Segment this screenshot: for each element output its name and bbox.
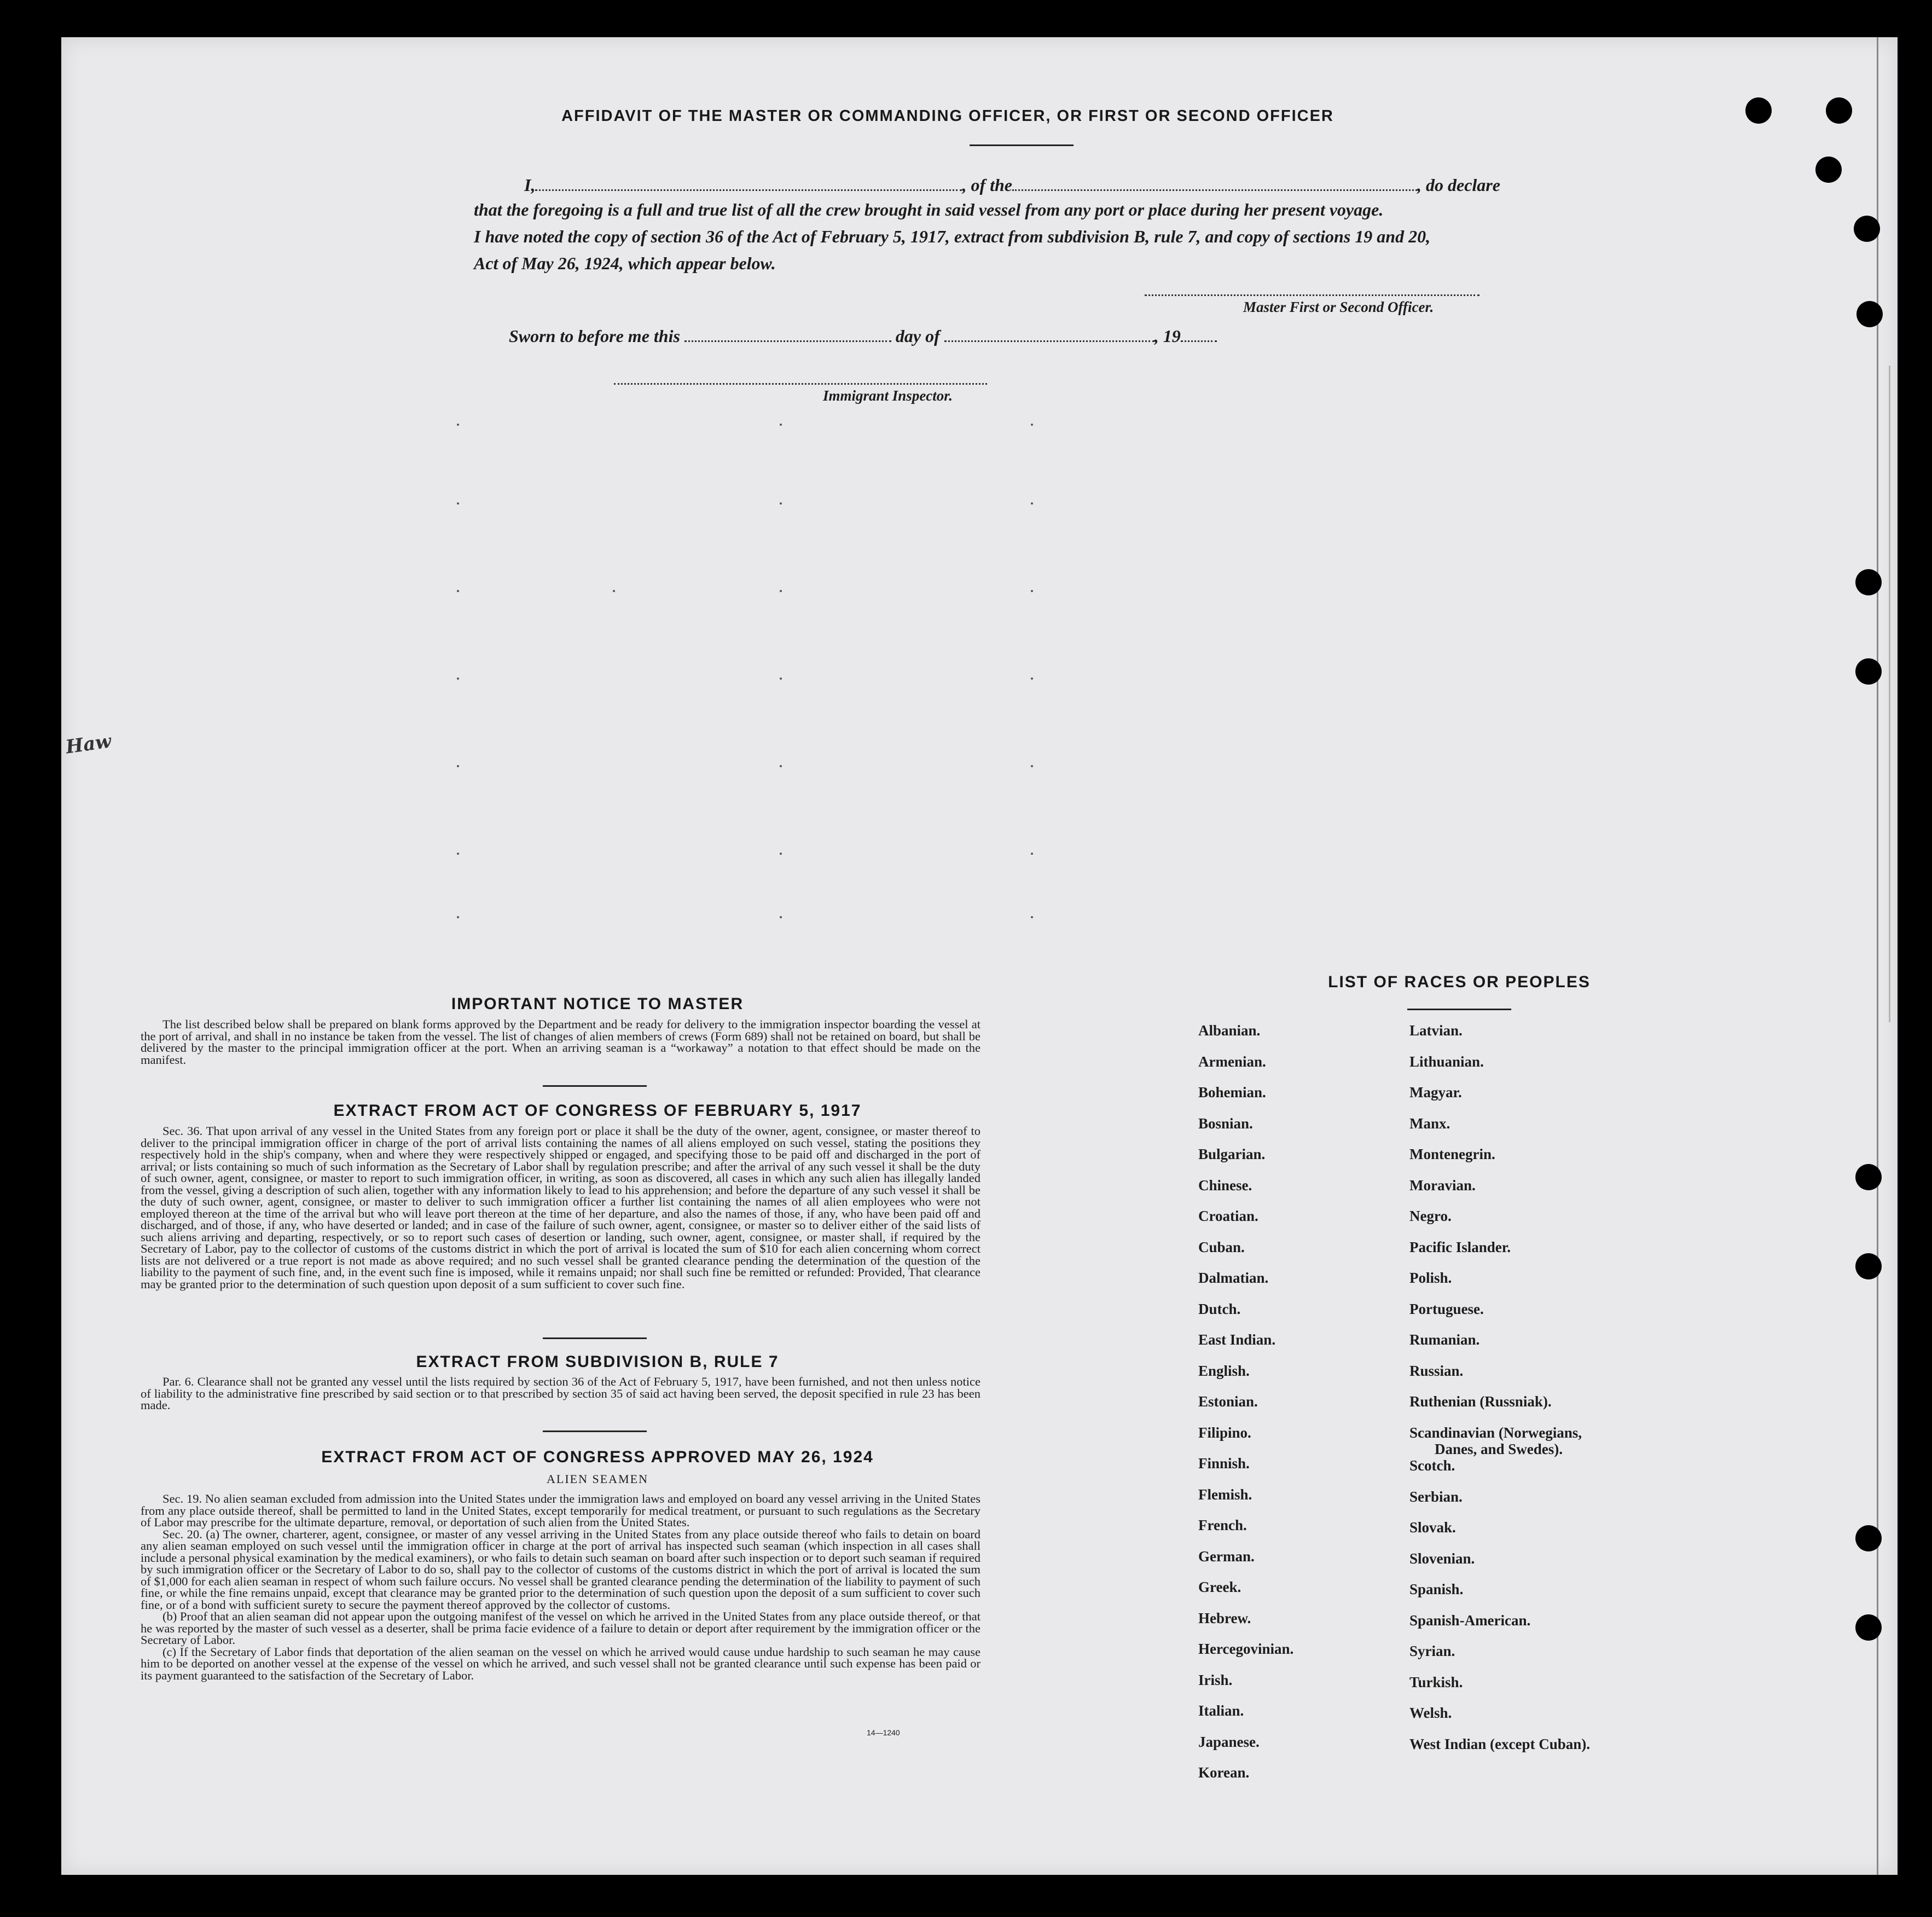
vessel-field[interactable]	[1012, 173, 1417, 191]
extract-1917-paragraph: Sec. 36. That upon arrival of any vessel in the United States from any foreign port or place it shall be the duty of the owner, agent, consignee, or master thereof to deliver to the principal immigration officer in charge of the port of arrival lists containing the names of all aliens employed on such vessel, stating the positions they respectively hold in the ship's company, when and where they were respectively shipped or engaged, and specifying those to be paid off and discharged in the port of arrival; or lists containing so much of such information as the Secretary of Labor shall by regulation prescribe; and after the arrival of any such vessel it shall be the duty of such owner, agent, consignee, or master to report to such immigration officer, in writing, as soon as discovered, all cases in which any such alien has illegally landed from the vessel, giving a description of such alien, together with any information likely to lead to his apprehension; and before the departure of any such vessel it shall be the duty of such owner, agent, consignee, or master to deliver to such immigration officer a further list containing the names of all alien employees who were not employed thereon at the time of the arrival but who will leave port thereon at the time of her departure, and also the names of those, if any, who have been paid off and discharged, and of those, if any, who have deserted or landed; and in case of the failure of such owner, agent, consignee, or master so to deliver either of the said lists of such aliens arriving and departing, respectively, or so to report such cases of desertion or landing, such owner, agent, consignee, or master shall, if required by the Secretary of Labor, pay to the collector of customs of the customs district in which the port of arrival is located the sum of $10 for each alien concerning whom correct lists are not delivered or a true report is not made as above required; and no such vessel shall be granted clearance pending the determination of the question of the liability to the payment of such fine, and, in the event such fine is imposed, while it remains unpaid; nor shall such fine be remitted or refunded: Provided, That clearance may be granted prior to the determination of such question upon deposit of a sum sufficient to cover such fine.	[141, 1124, 980, 1291]
subdivision-paragraph: Par. 6. Clearance shall not be granted any vessel until the lists required by section 36 of the Act of February 5, 1917, have been furnished, and not then unless notice of liability to the administrative fine prescribed by said section or to that prescribed by section 35 of said act having been served, the deposit specified in rule 23 has been made.	[141, 1375, 980, 1412]
form-sheet	[61, 37, 1898, 1875]
race-item: French.	[1198, 1517, 1247, 1533]
race-item: Welsh.	[1409, 1705, 1452, 1721]
race-item: Japanese.	[1198, 1733, 1260, 1750]
race-item: Rumanian.	[1409, 1331, 1480, 1348]
race-item: Croatian.	[1198, 1208, 1258, 1224]
form-number: 14—1240	[867, 1728, 900, 1737]
declaration-line	[524, 173, 1575, 195]
section-19-paragraph: Sec. 19. No alien seaman excluded from admission into the United States under the immigration laws and employed on board any vessel arriving in the United States from any place outside thereof, shall be permitted to land in the United States, except temporarily for medical treatment, or pursuant to such regulations as the Secretary of Labor may prescribe for the ultimate departure, removal, or deportation of such alien from the United States.	[141, 1492, 980, 1529]
race-item: Manx.	[1409, 1115, 1451, 1132]
race-item: Bulgarian.	[1198, 1146, 1266, 1162]
punch-hole	[1855, 1525, 1882, 1551]
race-item: Filipino.	[1198, 1424, 1251, 1441]
race-item: East Indian.	[1198, 1331, 1276, 1348]
title-underline	[970, 144, 1074, 146]
notice-paragraph: The list described below shall be prepared on blank forms approved by the Department and be ready for delivery to the immigration inspector boarding the vessel at the port of arrival, and shall in no instance be taken from the vessel. The list of changes of alien members of crews (Form 689) shall not be retained on board, but shall be delivered by the master to the principal immigration officer at the port. When an arriving seaman is a “workaway” a notation to that effect should be made on the manifest.	[141, 1017, 980, 1067]
sworn-label: Sworn to before me this	[509, 326, 680, 346]
punch-hole	[1815, 157, 1842, 183]
race-item: Korean.	[1198, 1764, 1250, 1781]
declaration-text-1: that the foregoing is a full and true list of all the crew brought in said vessel from any port or place during her present voyage.	[474, 200, 1384, 219]
extract-1924-text	[141, 1493, 980, 1681]
section-20c-paragraph: (c) If the Secretary of Labor finds that deportation of the alien seaman on the vessel on which he arrived would cause undue hardship to such seaman he may cause him to be deported on another vessel at the expense of the vessel on which he arrived, and such vessel shall not be granted clearance until such expense has been paid or its payment guaranteed to the satisfaction of the Secretary of Labor.	[141, 1644, 980, 1682]
race-item: Hebrew.	[1198, 1609, 1251, 1626]
notice-text	[141, 1018, 980, 1065]
subdivision-text	[141, 1376, 980, 1411]
race-item: Latvian.	[1409, 1022, 1463, 1039]
race-item: Irish.	[1198, 1671, 1233, 1688]
race-item: Slovak.	[1409, 1519, 1456, 1536]
punch-hole	[1855, 1253, 1882, 1279]
extract-1924-subtitle: ALIEN SEAMEN	[547, 1472, 648, 1486]
race-item: Hercegovinian.	[1198, 1641, 1294, 1657]
punch-hole	[1826, 97, 1852, 124]
race-item: West Indian (except Cuban).	[1409, 1735, 1591, 1752]
race-item: Polish.	[1409, 1270, 1452, 1286]
scan-edge-line	[1889, 366, 1890, 1022]
name-field[interactable]	[535, 173, 962, 191]
extract-1917-text	[141, 1125, 980, 1290]
race-item: Magyar.	[1409, 1084, 1462, 1101]
declaration-text-3: Act of May 26, 1924, which appear below.	[474, 253, 776, 273]
race-item: Bohemian.	[1198, 1084, 1266, 1101]
races-title-underline	[1407, 1009, 1511, 1010]
race-item: Estonian.	[1198, 1393, 1258, 1410]
punch-hole	[1745, 97, 1772, 124]
master-signature-line[interactable]	[1145, 294, 1480, 296]
sworn-month-field[interactable]	[944, 324, 1154, 342]
race-item: Serbian.	[1409, 1488, 1463, 1505]
subdivision-title: EXTRACT FROM SUBDIVISION B, RULE 7	[416, 1353, 779, 1371]
race-item: Armenian.	[1198, 1053, 1266, 1070]
race-item: Greek.	[1198, 1579, 1241, 1595]
declaration-text-2: I have noted the copy of section 36 of the Act of February 5, 1917, extract from subdivision B, rule 7, and copy of sections 19 and 20,	[474, 227, 1431, 246]
race-item: Moravian.	[1409, 1177, 1476, 1194]
race-item: Turkish.	[1409, 1673, 1463, 1690]
punch-hole	[1854, 216, 1880, 242]
race-item: English.	[1198, 1362, 1250, 1379]
race-item: Scotch.	[1409, 1457, 1455, 1474]
race-item: Flemish.	[1198, 1486, 1252, 1503]
race-item: Finnish.	[1198, 1455, 1250, 1472]
sworn-line	[509, 324, 1217, 346]
race-item: Russian.	[1409, 1362, 1464, 1379]
race-item: Bosnian.	[1198, 1115, 1253, 1132]
section-divider	[543, 1430, 647, 1432]
sworn-day-field[interactable]	[684, 324, 891, 342]
races-title: LIST OF RACES OR PEOPLES	[1328, 973, 1591, 991]
race-item: Slovenian.	[1409, 1550, 1475, 1567]
punch-hole	[1855, 1614, 1882, 1641]
race-item: Syrian.	[1409, 1643, 1455, 1659]
section-20b-paragraph: (b) Proof that an alien seaman did not appear upon the outgoing manifest of the vessel on which he arrived in the United States from any place outside thereof, or that he was reported by the master of such vessel as a deserter, shall be prima facie evidence of a failure to detain or deport after requirement by the immigration officer or the Secretary of Labor.	[141, 1609, 980, 1647]
race-item: Cuban.	[1198, 1238, 1245, 1255]
declaration-of-the: , of the	[962, 175, 1012, 195]
race-item: Danes, and Swedes).	[1435, 1440, 1563, 1457]
race-item: Ruthenian (Russniak).	[1409, 1393, 1552, 1410]
race-item: Dalmatian.	[1198, 1270, 1269, 1286]
race-item: Lithuanian.	[1409, 1053, 1484, 1070]
punch-hole	[1855, 569, 1882, 595]
race-item: Italian.	[1198, 1702, 1244, 1719]
punch-hole	[1856, 301, 1883, 327]
race-item: Portuguese.	[1409, 1300, 1484, 1317]
punch-hole	[1855, 658, 1882, 685]
race-item: Montenegrin.	[1409, 1146, 1495, 1162]
section-divider	[543, 1337, 647, 1339]
year-label: , 19	[1154, 326, 1181, 346]
race-item: Spanish-American.	[1409, 1612, 1531, 1629]
extract-1924-title: EXTRACT FROM ACT OF CONGRESS APPROVED MAY 26, 1924	[321, 1448, 874, 1466]
race-item: Dutch.	[1198, 1300, 1241, 1317]
margin-handwritten-mark: Haw	[64, 730, 113, 758]
race-item: Negro.	[1409, 1208, 1452, 1224]
section-divider	[543, 1085, 647, 1087]
race-item: German.	[1198, 1548, 1255, 1565]
day-of-label: day of	[895, 326, 940, 346]
race-item: Chinese.	[1198, 1177, 1252, 1194]
inspector-signature-line[interactable]	[614, 383, 987, 385]
sworn-year-field[interactable]	[1181, 324, 1217, 342]
race-item: Pacific Islander.	[1409, 1238, 1511, 1255]
race-item: Scandinavian (Norwegians,	[1409, 1424, 1582, 1441]
inspector-signature-label: Immigrant Inspector.	[823, 387, 953, 404]
section-20a-paragraph: Sec. 20. (a) The owner, charterer, agent, consignee, or master of any vessel arriving in the United States from any place outside thereof who fails to detain on board any alien seaman employed on such vessel until the immigration officer in charge at the port of arrival has inspected such seaman (which inspection in all cases shall include a personal physical examination by the medical examiners), or who fails to detain such seaman on board after such inspection or to deport such seaman if required by such immigration officer or the Secretary of Labor to do so, shall pay to the collector of customs of the customs district in which the port of arrival is located the sum of $1,000 for each alien seaman in respect of whom such failure occurs. No vessel shall be granted clearance pending the determination of the liability to payment of such fine, or while the fine remains unpaid, except that clearance may be granted prior to the determination of such question upon the deposit of a sum sufficient to cover such fine, or of a bond with sufficient surety to secure the payment thereof approved by the collector of customs.	[141, 1527, 980, 1612]
race-item: Spanish.	[1409, 1581, 1464, 1597]
extract-1917-title: EXTRACT FROM ACT OF CONGRESS OF FEBRUARY 5, 1917	[333, 1102, 862, 1120]
affidavit-title: AFFIDAVIT OF THE MASTER OR COMMANDING OFFICER, OR FIRST OR SECOND OFFICER	[561, 107, 1334, 125]
declaration-do-declare: , do declare	[1417, 175, 1500, 195]
punch-hole	[1855, 1164, 1882, 1190]
master-signature-label: Master First or Second Officer.	[1243, 299, 1434, 315]
declaration-i: I,	[524, 175, 536, 195]
notice-title: IMPORTANT NOTICE TO MASTER	[451, 995, 744, 1013]
race-item: Albanian.	[1198, 1022, 1261, 1039]
